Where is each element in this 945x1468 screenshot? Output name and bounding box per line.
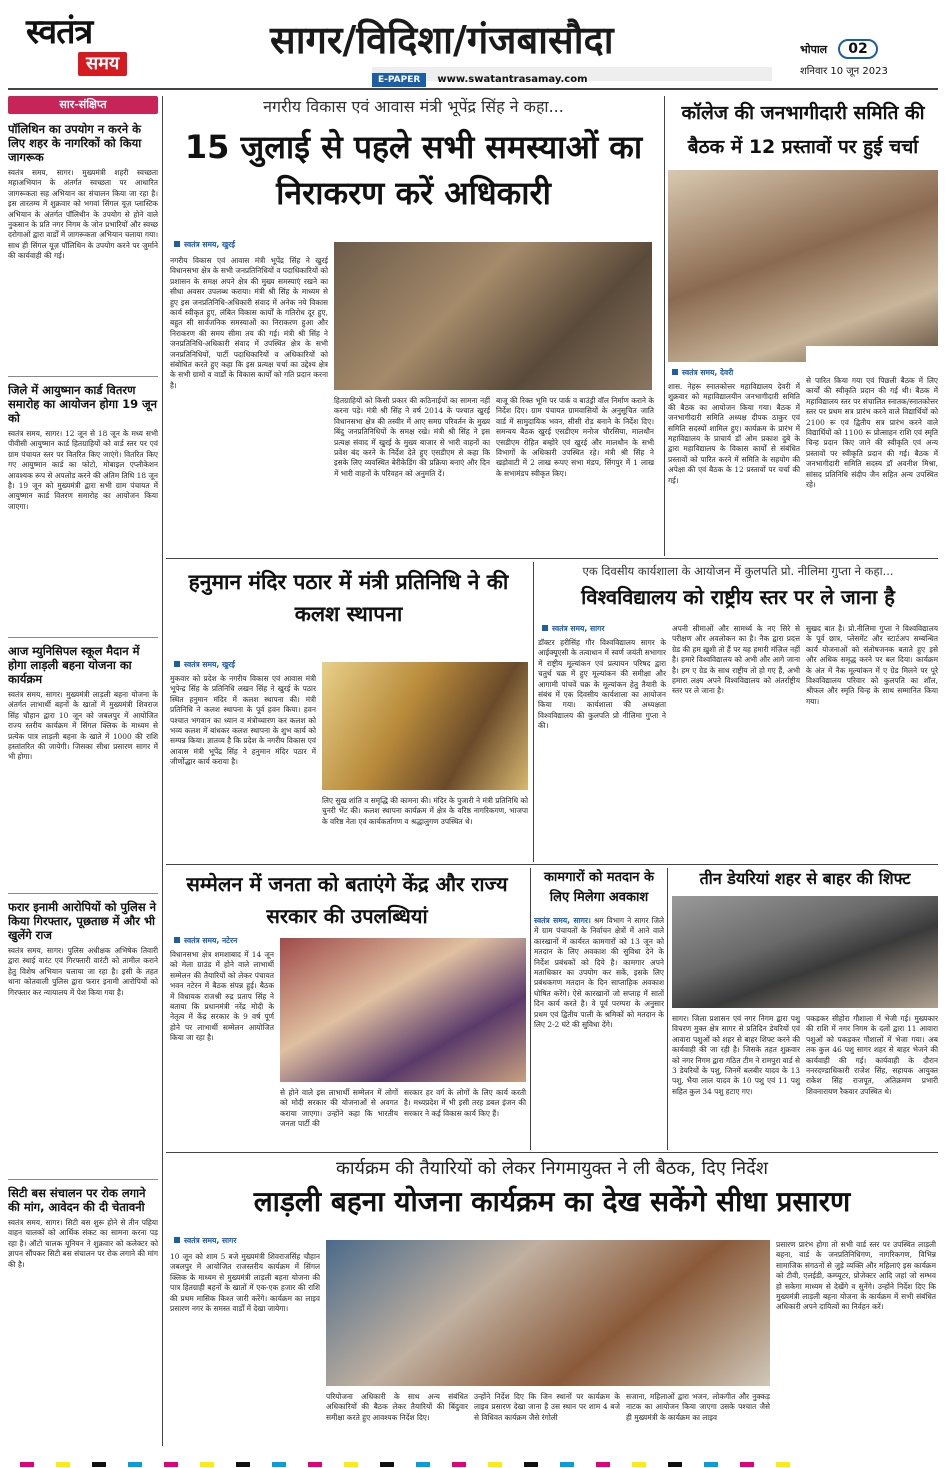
- section-rule: [166, 864, 938, 865]
- article-headline: लाड़ली बहना योजना कार्यक्रम का देख सकेंगे सीधा प्रसारण: [253, 1185, 851, 1218]
- article-col: प्रसारण प्रारंभ होगा तो सभी वार्ड स्तर पर उपस्थित लाड़ली बहना, वार्ड के जनप्रतिनिधिगण, नागरिकगण, विभिन्न सामाजिक संगठनों से जुड़े व्यक्ति और महिलाएं इस कार्यक्रम को टीवी, एलईडी, कम्प्यूटर, प्रोजेक्टर आदि जहां जो सम्भव हो सकेगा माध्यम से देखेंगे व सुनेंगे। उन्होंने निर्देश दिए कि मुख्यमंत्री लाड़ली बहना योजना के कार्यक्रम में सभी संबंधित अधिकारी अपने दायित्वों का निर्वहन करें।: [776, 1240, 936, 1312]
- article-headline: 15 जुलाई से पहले सभी समस्याओं का निराकरण करें अधिकारी: [184, 128, 643, 212]
- column-divider: [664, 96, 665, 556]
- article-photo: [668, 170, 938, 362]
- article-photo: [322, 662, 528, 790]
- article-col: हितग्राहियों को किसी प्रकार की कठिनाईयों का सामना नहीं करना पड़े। मंत्री श्री सिंह ने वर्ष 2014 के पश्चात खुरई विधानसभा क्षेत्र की तस्वीर में आए समग्र परिवर्तन के मुख्य बिंदु जनप्रतिनिधियों के समक्ष रखे। मंत्री श्री सिंह ने इस प्रत्यक्ष संवाद में खुरई के मुख्य बाजार से भारी वाहनों का प्रवेश बंद करने के निर्देश देते हुए एसडीएम से कहा कि इसके लिए व्यवस्थित बेरीकेडिंग की प्रक्रिया बनाएं और दिन में भारी वाहनों के परिवहन को अनुमति दें।: [334, 396, 490, 478]
- article-headline: सम्मेलन में जनता को बताएंगे केंद्र और राज्य सरकार की उपलब्धियां: [186, 872, 508, 928]
- article-col: परियोजना अधिकारी के साथ अन्य संबंधित अधिकारियों की बैठक लेकर तैयारियों की बिंदुवार समीक्षा करते हुए आवश्यक निर्देश दिए।: [326, 1392, 468, 1422]
- brief-title: जिले में आयुष्मान कार्ड वितरण समारोह का आयोजन होगा 19 जून को: [8, 383, 158, 425]
- article-photo: [280, 938, 526, 1082]
- article-col: सरकार हर वर्ग के लोगों के लिए कार्य करती है। मध्यप्रदेश में भी इसी तरह डबल इंजन की सरकार ने कई विकास कार्य किए हैं।: [404, 1088, 526, 1118]
- article-col: अपनी सीमाओं और सामर्थ्य के नए सिरे से परीक्षण और अवलोकन का है। नैक द्वारा प्रदत्त ग्रेड की हम ख़ुशी तो हैं पर यह हमारी मंज़िल नहीं है। हमारे विश्वविद्यालय को अभी और आगे जाना है। हम ए ग्रेड के साथ राष्ट्रीय तो हो गए हैं, अभी हमारा लक्ष्य अपने विश्वविद्यालय को अंतर्राष्ट्रीय स्तर पर ले जाना है।: [672, 624, 800, 696]
- section-rule: [166, 1152, 938, 1153]
- brief-body: स्वतंत्र समय, सागर। मुख्यमंत्री लाड़ली बहना योजना के अंतर्गत लाभार्थी बहनों के खातों में मुख्यमंत्री शिवराज सिंह चौहान द्वारा 10 जून को जबलपुर में आयोजित राज्य स्तरीय कार्यक्रम में सिंगल क्लिक के माध्यम से प्रत्येक पात्र लाड़ली बहना के खाते में 1000 की राशि हस्तांतरित की जायेगी। जिसका सीधा प्रसारण सागर में भी होगा।: [8, 690, 158, 762]
- article-col: 10 जून को शाम 5 बजे मुख्यमंत्री शिवराजसिंह चौहान जबलपुर में आयोजित राजस्तरीय कार्यक्रम में सिंगल क्लिक के माध्यम से मुख्यमंत्री लाड़ली बहना योजना की पात्र हितग्राही बहनों के खातों में एक-एक हजार की राशि की प्रथम मासिक किश्त जारी करेंगे। कार्यक्रम का लाइव प्रसारण नगर के समस्त वार्डों में देखा जायेगा।: [170, 1252, 320, 1314]
- logo-bottom-text: समय: [78, 52, 127, 76]
- article-ladli-behna: [166, 1156, 938, 1446]
- brief-body: स्वतंत्र समय, सागर। पुलिस अधीक्षक अभिषेक तिवारी द्वारा स्थाई वारंट एवं गिरफ्तारी वारंटी को तामील कराने हेतु विशेष अभियान चलाया जा रहा है। इसी के तहत थाना कोतवाली पुलिस द्वारा फरार इनामी आरोपियों को गिरफ्तार कर न्यायालय में पेश किया गया है।: [8, 946, 158, 997]
- article-voting-leave: [534, 868, 664, 1150]
- article-byline: स्वतंत्र समय, सागर।: [534, 916, 591, 925]
- article-col: सुखद बात है। प्रो.नीलिमा गुप्ता ने विश्वविद्यालय के पूर्व छात्र, प्लेसमेंट और स्टार्टअप सम्बन्धित कार्य योजनाओं को संतोषजनक बताते हुए इसे और अधिक समृद्ध करने पर बल दिया। कार्यक्रम के अंत में नैक मूल्यांकन में ए ग्रेड मिलने पर पूरे विश्वविद्यालय परिवार को कुलपति का शॉल, श्रीफल और स्मृति चिन्ह के साथ सम्मानित किया गया।: [806, 624, 938, 706]
- brief-body: स्वतंत्र समय, सागर। 12 जून से 18 जून के मध्य सभी पीवीसी आयुष्मान कार्ड हितग्राहियों को वार्ड स्तर पर एवं ग्राम पंचायत स्तर पर वितरित किए जाएंगे। वितरित किए गए आयुष्मान कार्ड का फोटो, मोबाइल एप्लीकेशन आवश्यक रूप से अपलोड करने की अंतिम तिथि 18 जून है। 19 जून को मुख्यमंत्री द्वारा सभी ग्राम पंचायत में आयुष्मान कार्ड वितरण समारोह का आयोजन किया जाएगा।: [8, 429, 158, 511]
- masthead-rule: [8, 88, 938, 90]
- print-color-bar: [20, 1452, 925, 1460]
- article-photo: [672, 896, 938, 1008]
- article-kicker: एक दिवसीय कार्यशाला के आयोजन में कुलपति प्रो. नीलिमा गुप्ता ने कहा...: [582, 564, 894, 578]
- page-number: 02: [838, 39, 877, 59]
- article-headline: विश्वविद्यालय को राष्ट्रीय स्तर पर ले जाना है: [581, 585, 895, 609]
- article-col: डॉक्टर हरीसिंह गौर विश्वविद्यालय सागर के आईक्यूएसी के तत्वाधान में स्वर्ण जयंती सभागार में राष्ट्रीय मूल्यांकन एवं प्रत्यायन परिषद द्वारा चतुर्थ चक्र में हुए मूल्यांकन की समीक्षा और आगामी पांचवें चक्र के मूल्यांकन हेतु तैयारी के संबंध में एक दिवसीय कार्यशाला का आयोजन किया गया। कार्यशाला की अध्यक्षता विश्वविद्यालय की कुलपति प्रो नीलिमा गुप्ता ने की।: [538, 638, 666, 731]
- brief-body: स्वतंत्र समय, सागर। मुख्यमंत्री शहरी स्वच्छता महाअभियान के अंतर्गत स्वच्छता पर आधारित जागरूकता सह अभियान का संचालन किया जा रहा है। इस तारतम्य में शुक्रवार को भगवां सिंगल यूज़ प्लास्टिक अभियान के अंतर्गत पॉलिथीन के उपयोग से होने वाले नुकसान के प्रति नगर निगम के जोन प्रभारियों और स्वच्छ दरोगाओं द्वारा वार्डों में जागरूकता अभियान चलाया गया। साथ ही सिंगल यूज़ पॉलिथिन के उपयोग करने पर जुर्माने की कार्यवाही की गई।: [8, 168, 158, 261]
- article-byline: स्वतंत्र समय, नटेरन: [174, 936, 237, 946]
- article-byline: स्वतंत्र समय, देवरी: [672, 368, 733, 378]
- article-text: श्रम विभाग ने सागर जिले में ग्राम पंचायतों के निर्वाचन क्षेत्रों में आने वाले कारखानों में कार्यरत कामगारों को 13 जून को मतदान के लिए अवकाश की सुविधा देने के निर्देश प्रबंधकों को दिये है। कामगार अपने मताधिकार का उपयोग कर सकें, इसके लिए प्रबंधकगण मतदान के दिन साप्ताहिक अवकाश घोषित करेंगे। ऐसे कारखानों जो सप्ताह में सातों दिन कार्य करते है। वे पूर्व परम्परा के अनुसार प्रथम एवं द्वितीय पाली के श्रमिकों को मतदान के लिए 2-2 घंटे की सुविधा देंगे।: [534, 916, 664, 1030]
- column-divider: [530, 868, 531, 1150]
- sidebar: [8, 96, 158, 1446]
- brief-item: [8, 383, 158, 638]
- article-col: से पारित किया गया एवं पिछली बैठक में लिए कार्यों की स्वीकृति प्रदान की गई थी। बैठक में महाविद्यालय स्तर पर संचालित स्नातक/स्नातकोत्तर स्तर पर प्रथम सत्र प्रारंभ करने वाले विद्यार्थियों को 2100 रू एवं द्वितीय सत्र प्रारंभ करने वाले विद्यार्थियों को 1100 रू प्रोत्साहन राशि एवं स्मृति चिन्ह प्रदान किए जाने की स्वीकृति एवं अन्य प्रस्तावों पर स्वीकृति प्रदान की गई। बैठक में जनभागीदारी समिति सदस्य डॉ अवनीश मिश्रा, सांसद प्रतिनिधि संदीप जैन सहित अन्य उपस्थित रहे।: [806, 346, 938, 552]
- article-col: नगरीय विकास एवं आवास मंत्री भूपेंद्र सिंह ने खुरई विधानसभा क्षेत्र के सभी जनप्रतिनिधियों व पदाधिकारियों को प्रशासन के समक्ष अपने क्षेत्र की मुख्य समस्याएं रखने का सीधा अवसर उपलब्ध कराया। मंत्री श्री सिंह के माध्यम से हुए इस जनप्रतिनिधि-अधिकारी संवाद में अनेक नये विकास कार्य स्वीकृत हुए, लंबित विकास कार्यों के गतिरोध दूर हुए, बहुत सी सार्वजनिक समस्याओं का निराकरण हुआ और निराकरण की समय सीमा तय की गई। मंत्री श्री सिंह ने जनप्रतिनिधि-अधिकारी संवाद में उपस्थित क्षेत्र के सभी जनप्रतिनिधियों, पार्टी पदाधिकारियों व अधिकारियों को संबोधित करते हुए कहा कि इस प्रत्यक्ष चर्चा का उद्देश्य क्षेत्र के सभी ग्रामों व वार्डों के विकास कार्यों को गति प्रदान करना है।: [170, 256, 328, 390]
- article-meeting-khurai: [166, 96, 661, 556]
- column-divider: [533, 562, 534, 862]
- article-headline: हनुमान मंदिर पठार में मंत्री प्रतिनिधि ने की कलश स्थापना: [188, 570, 509, 626]
- masthead: [0, 0, 945, 92]
- brief-title: आज म्युनिसिपल स्कूल मैदान में होगा लाड़ली बहना योजना का कार्यक्रम: [8, 644, 140, 686]
- article-photo: [334, 242, 652, 390]
- article-col: सजाना, महिलाओं द्वारा भजन, लोकगीत और नुक्कड़ नाटक का आयोजन किया जाएगा उसके पश्चात जैसे ही मुख्यमंत्री के कार्यक्रम का लाइव: [626, 1392, 770, 1422]
- article-col: विधानसभा क्षेत्र शमशाबाद में 14 जून को मेला ग्राउंड में होने वाले लाभार्थी सम्मेलन की तैयारियों को लेकर पंचायत भवन नटेरन में बैठक संपन्न हुई। बैठक में विधायक राजश्री रुद्र प्रताप सिंह ने बताया कि प्रधानमंत्री नरेंद्र मोदी के नेतृत्व में केंद्र सरकार के 9 वर्ष पूर्ण होने पर लाभार्थी सम्मेलन आयोजित किया जा रहा है।: [170, 950, 274, 1043]
- sidebar-header: सार-संक्षिप्त: [8, 96, 158, 114]
- brief-item: [8, 1186, 158, 1446]
- article-body: [534, 916, 664, 1126]
- article-byline: स्वतंत्र समय, सागर: [542, 624, 604, 634]
- article-photo: [326, 1240, 770, 1386]
- logo: [26, 14, 154, 78]
- article-col: सागर। जिला प्रशासन एवं नगर निगम द्वारा पशु विचरण मुक्त क्षेत्र सागर से प्रतिदिन डेयरियों एवं आवारा पशुओं को शहर से बाहर शिफ्ट करने की कार्यवाही की जा रही है। जिसके तहत शुक्रवार को नगर निगम द्वारा गठित टीम ने रामपुरा वार्ड से 3 डेयरियों के पशु, जिनमें बलबीर यादव के 13 पशु, भैया लाल यादव के 10 पशु एवं 11 पशु सहित कुल 34 पशु हटाए गए।: [672, 1014, 800, 1096]
- article-col: से होने वाले इस लाभार्थी सम्मेलन में लोगों को मोदी सरकार की योजनाओं से अवगत कराया जाएगा। उन्होंने कहा कि भारतीय जनता पार्टी की: [280, 1088, 398, 1129]
- article-col: मुकवार को प्रदेश के नगरीय विकास एवं आवास मंत्री भूपेन्द्र सिंह के प्रतिनिधि लखन सिंह ने खुरई के पठार स्थित हनुमान मंदिर में कलश स्थापना की। मंत्री प्रतिनिधि ने कलश स्थापना के पूर्व हवन किया। हवन पश्चात भगवान का ध्यान व मंत्रोच्चारण कर कलश को भव्य कलश में बांधकर कलश स्थापना के शुभ कार्य को सम्पन्न किया। ज्ञातव्य है कि प्रदेश के नगरीय विकास एवं आवास मंत्री भूपेंद्र सिंह ने हनुमान मंदिर पठार में जीर्णोद्धार कार्य कराया है।: [170, 674, 316, 767]
- edition-title: सागर/विदिशा/गंजबासौदा: [270, 18, 614, 62]
- page-info: [800, 38, 920, 84]
- article-col: शास. नेहरू स्नातकोत्तर महाविद्यालय देवरी में शुक्रवार को महाविद्यालयीन जनभागीदारी समिति की बैठक का आयोजन किया गया। बैठक में जनभागीदारी समिति अध्यक्ष दीपक ठाकुर एवं समिति सदस्यों शामिल हुए। कार्यक्रम के प्रारंभ में महाविद्यालय के प्राचार्य डॉ ओम प्रकाश दुबे के द्वारा महाविद्यालय के विकास कार्यों से संबंधित प्रस्तावों को पारित करने में समिति के सहयोग की अपेक्षा की एवं बैठक के 12 प्रस्तावों पर चर्चा की गई।: [668, 382, 800, 485]
- epaper-bar: [372, 67, 772, 85]
- article-col: लिए सुख शांति व समृद्धि की कामना की। मंदिर के पुजारी ने मंत्री प्रतिनिधि को चुनरी भेंट की। कलश स्थापना कार्यक्रम में क्षेत्र के वरिष्ठ नागरिकगण, भाजपा के वरिष्ठ नेता एवं कार्यकर्तागण व श्रद्धालुगण उपस्थित थे।: [322, 796, 528, 826]
- article-sammelan: [166, 868, 528, 1150]
- article-dairy-shift: [672, 868, 938, 1150]
- article-col: पकड़कर सीहोरा गौशाला में भेजी गई। मुख्यकार की राशि में नगर निगम के दलों द्वारा 11 आवारा पशुओं को पकड़कर गौशालों में भेजा गया। अब तक कुल 46 पशु सागर शहर से बाहर भेजने की कार्यवाही की गई। कार्यवाही के दौरान ननरदण्डाधिकारी राजेश सिंह, सहायक आयुक्त राकेश सिंह राजपूत, अतिक्रमण प्रभारी शिवनारायण रैकवार उपस्थित थे।: [806, 1014, 938, 1096]
- brief-body: स्वतंत्र समय, सागर। सिटी बस शुरू होने से तीन पहिया वाहन चालकों को आर्थिक संकट का सामना करना पड़ रहा है। ऑटो चालक यूनियन ने शुक्रवार को कलेक्टर को ज्ञापन सौंपकर सिटी बस संचालन पर रोक लगाने की मांग की है।: [8, 1218, 158, 1269]
- column-divider: [667, 868, 668, 1150]
- article-kalash: [166, 562, 531, 862]
- article-byline: स्वतंत्र समय, खुरई: [174, 240, 235, 250]
- sidebar-divider: [162, 96, 163, 1446]
- article-headline: कॉलेज की जनभागीदारी समिति की बैठक में 12 प्रस्तावों पर हुई चर्चा: [681, 102, 925, 158]
- date-label: शनिवार 10 जून 2023: [800, 66, 888, 77]
- article-university: [538, 562, 938, 862]
- logo-top-text: स्वतंत्र: [26, 12, 93, 52]
- brief-title: फरार इनामी आरोपियों को पुलिस ने किया गिरफ्तार, पूछताछ में और भी खुलेंगे राज: [8, 900, 157, 942]
- brief-item: [8, 122, 158, 377]
- article-col: बाजू की रिक्त भूमि पर पार्क व बाउंड्री वॉल निर्माण कराने के निर्देश दिए। ग्राम पंचायत ग्रामवासियों के अनुसूचित जाति वार्ड में सामुदायिक भवन, सीसी रोड बनाने के निर्देश दिए। समन्वय बैठक खुरई एसडीएम मनोज चौरसिया, मालथौन एसडीएम रोहित बम्होरे एवं खुरई और मालथौन के सभी विभागों के अधिकारी उपस्थित रहे। मंत्री श्री सिंह ने खड़ोवाटी में 2 लाख रूपए सभा मंडप, सिंगपुर में 1 लाख के सभामंडप स्वीकृत किए।: [496, 396, 654, 478]
- brief-item: [8, 900, 158, 1180]
- brief-title: पॉलिथिन का उपयोग न करने के लिए शहर के नागरिकों को किया जागरूक: [8, 122, 142, 164]
- article-headline: तीन डेयरियां शहर से बाहर की शिफ्ट: [699, 869, 911, 888]
- article-col: उन्होंने निर्देश दिए कि जिन स्थानों पर कार्यक्रम के लाइव प्रसारण देखा जाना है उस स्थान पर शाम 4 बजे से विधिवत कार्यक्रम जैसे रंगोली: [474, 1392, 620, 1422]
- article-kicker: कार्यक्रम की तैयारियों को लेकर निगमायुक्त ने ली बैठक, दिए निर्देश: [336, 1158, 768, 1179]
- brief-title: सिटी बस संचालन पर रोक लगाने की मांग, आवेदन की दी चेतावनी: [8, 1186, 146, 1214]
- website-link[interactable]: www.swatantrasamay.com: [437, 74, 588, 85]
- article-byline: स्वतंत्र समय, खुरई: [174, 660, 235, 670]
- epaper-label: E-PAPER: [372, 73, 426, 87]
- article-headline: कामगारों को मतदान के लिए मिलेगा अवकाश: [543, 870, 655, 905]
- article-college-committee: [668, 96, 938, 556]
- article-byline: स्वतंत्र समय, सागर: [174, 1236, 236, 1246]
- city-label: भोपाल: [800, 43, 828, 56]
- section-rule: [166, 558, 938, 559]
- brief-item: [8, 644, 158, 894]
- article-kicker: नगरीय विकास एवं आवास मंत्री भूपेंद्र सिंह ने कहा...: [263, 97, 564, 116]
